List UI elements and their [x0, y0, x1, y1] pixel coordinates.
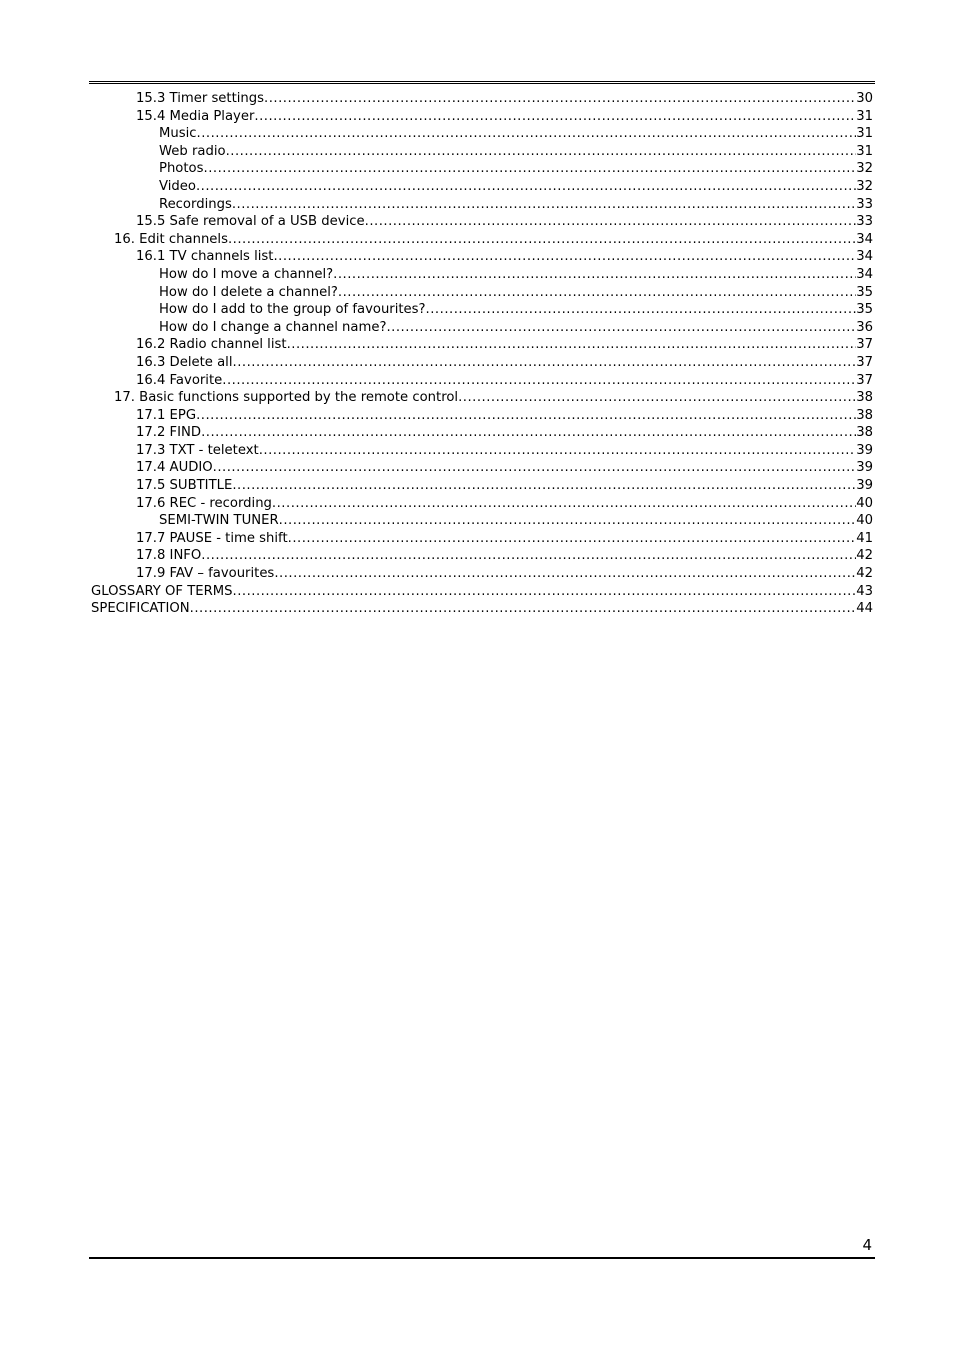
toc-entry-page: 31 — [856, 108, 873, 124]
toc-entry-page: 31 — [856, 143, 873, 159]
toc-dot-leader — [259, 442, 857, 460]
toc-entry[interactable] — [91, 477, 873, 495]
toc-dot-leader — [228, 231, 856, 249]
toc-entry-title: 15.4 Media Player — [136, 108, 255, 124]
toc-entry-title: Photos — [159, 161, 204, 177]
toc-entry-page: 44 — [856, 601, 873, 617]
toc-entry-title: SEMI-TWIN TUNER — [159, 513, 279, 529]
toc-entry-page: 37 — [856, 337, 873, 353]
toc-dot-leader — [196, 178, 856, 196]
toc-entry[interactable] — [91, 160, 873, 178]
toc-entry[interactable] — [91, 90, 873, 108]
toc-entry-page: 30 — [856, 91, 873, 106]
toc-entry-title: Video — [159, 178, 196, 194]
toc-dot-leader — [204, 160, 857, 178]
toc-entry[interactable] — [91, 512, 873, 530]
toc-entry-page: 32 — [856, 178, 873, 194]
toc-entry-title: 17.2 FIND — [136, 425, 202, 441]
toc-dot-leader — [288, 530, 857, 548]
toc-entry[interactable] — [91, 125, 873, 143]
toc-entry[interactable] — [91, 196, 873, 214]
toc-entry[interactable] — [91, 213, 873, 231]
toc-dot-leader — [274, 565, 856, 583]
toc-dot-leader — [458, 389, 856, 407]
toc-entry-page: 42 — [856, 548, 873, 564]
toc-entry[interactable] — [91, 372, 873, 390]
toc-dot-leader — [232, 477, 856, 495]
toc-entry[interactable] — [91, 143, 873, 161]
header-rule — [89, 81, 875, 84]
toc-entry-title: 17.1 EPG — [136, 407, 197, 423]
toc-entry-title: 16.3 Delete all — [136, 354, 233, 370]
toc-entry[interactable] — [91, 495, 873, 513]
toc-entry-page: 38 — [856, 407, 873, 423]
toc-dot-leader — [273, 248, 856, 266]
toc-entry-title: 15.3 Timer settings — [136, 91, 265, 106]
toc-entry-title: 17.7 PAUSE - time shift — [136, 530, 288, 546]
toc-entry[interactable] — [91, 530, 873, 548]
footer-rule — [89, 1257, 875, 1259]
toc-dot-leader — [272, 495, 856, 513]
toc-dot-leader — [233, 583, 857, 601]
toc-entry-page: 35 — [856, 284, 873, 300]
toc-entry-page: 35 — [856, 302, 873, 318]
toc-dot-leader — [365, 213, 857, 231]
toc-entry-title: How do I change a channel name? — [159, 319, 387, 335]
toc-entry-page: 34 — [856, 266, 873, 282]
toc-entry-title: GLOSSARY OF TERMS — [91, 583, 233, 599]
toc-dot-leader — [232, 196, 856, 214]
toc-entry-page: 38 — [856, 390, 873, 406]
toc-dot-leader — [254, 108, 856, 126]
toc-entry[interactable] — [91, 407, 873, 425]
toc-entry-page: 38 — [856, 425, 873, 441]
toc-entry-title: How do I add to the group of favourites? — [159, 302, 426, 318]
toc-entry[interactable] — [91, 266, 873, 284]
page-number: 4 — [862, 1236, 872, 1254]
toc-entry[interactable] — [91, 231, 873, 249]
toc-entry-page: 40 — [856, 513, 873, 529]
table-of-contents — [91, 90, 873, 618]
toc-entry[interactable] — [91, 354, 873, 372]
toc-entry-page: 36 — [856, 319, 873, 335]
toc-entry[interactable] — [91, 319, 873, 337]
toc-dot-leader — [386, 319, 856, 337]
toc-entry-title: 16.1 TV channels list — [136, 249, 274, 265]
toc-entry-title: 16. Edit channels — [114, 231, 228, 247]
toc-dot-leader — [196, 407, 856, 425]
toc-entry-title: 17.8 INFO — [136, 548, 202, 564]
toc-entry[interactable] — [91, 301, 873, 319]
toc-entry-page: 34 — [856, 231, 873, 247]
toc-entry-page: 40 — [856, 495, 873, 511]
toc-entry-title: SPECIFICATION — [91, 601, 190, 617]
toc-entry-page: 39 — [856, 442, 873, 458]
toc-dot-leader — [426, 301, 857, 319]
toc-dot-leader — [279, 512, 857, 530]
toc-dot-leader — [333, 266, 856, 284]
toc-entry[interactable] — [91, 583, 873, 601]
toc-entry-page: 33 — [856, 214, 873, 230]
toc-entry-page: 42 — [856, 566, 873, 582]
toc-entry-page: 41 — [856, 530, 873, 546]
toc-entry[interactable] — [91, 600, 873, 618]
toc-entry-page: 43 — [856, 583, 873, 599]
toc-entry-title: 17.9 FAV – favourites — [136, 566, 275, 582]
toc-entry-title: Web radio — [159, 143, 226, 159]
toc-entry-title: 17.6 REC - recording — [136, 495, 272, 511]
toc-entry[interactable] — [91, 442, 873, 460]
toc-entry-page: 39 — [856, 460, 873, 476]
toc-entry-page: 31 — [856, 126, 873, 142]
toc-entry-title: 17. Basic functions supported by the remote control — [114, 390, 459, 406]
toc-entry-page: 37 — [856, 354, 873, 370]
toc-entry-title: How do I move a channel? — [159, 266, 334, 282]
toc-dot-leader — [226, 143, 857, 161]
toc-entry[interactable] — [91, 178, 873, 196]
toc-entry-title: 15.5 Safe removal of a USB device — [136, 214, 365, 230]
toc-entry-title: 16.2 Radio channel list — [136, 337, 287, 353]
toc-dot-leader — [201, 424, 856, 442]
toc-entry-page: 39 — [856, 478, 873, 494]
toc-entry[interactable] — [91, 248, 873, 266]
toc-entry[interactable] — [91, 336, 873, 354]
toc-entry-title: Music — [159, 126, 197, 142]
toc-entry-page: 33 — [856, 196, 873, 212]
toc-entry-title: 17.4 AUDIO — [136, 460, 213, 476]
toc-entry-page: 32 — [856, 161, 873, 177]
toc-dot-leader — [213, 459, 857, 477]
toc-entry[interactable] — [91, 565, 873, 583]
toc-dot-leader — [264, 90, 856, 108]
toc-entry[interactable] — [91, 284, 873, 302]
toc-dot-leader — [197, 125, 857, 143]
toc-entry-page: 34 — [856, 249, 873, 265]
toc-entry-title: 17.5 SUBTITLE — [136, 478, 233, 494]
toc-entry[interactable] — [91, 547, 873, 565]
toc-entry-page: 37 — [856, 372, 873, 388]
toc-entry[interactable] — [91, 389, 873, 407]
toc-dot-leader — [201, 547, 856, 565]
toc-dot-leader — [287, 336, 857, 354]
toc-entry-title: 16.4 Favorite — [136, 372, 223, 388]
toc-entry[interactable] — [91, 424, 873, 442]
toc-entry[interactable] — [91, 108, 873, 126]
toc-entry-title: 17.3 TXT - teletext — [136, 442, 259, 458]
toc-dot-leader — [190, 600, 857, 618]
toc-dot-leader — [338, 284, 856, 302]
toc-entry-title: Recordings — [159, 196, 232, 212]
toc-entry[interactable] — [91, 459, 873, 477]
toc-dot-leader — [233, 354, 857, 372]
toc-entry-title: How do I delete a channel? — [159, 284, 338, 300]
toc-dot-leader — [222, 372, 856, 390]
